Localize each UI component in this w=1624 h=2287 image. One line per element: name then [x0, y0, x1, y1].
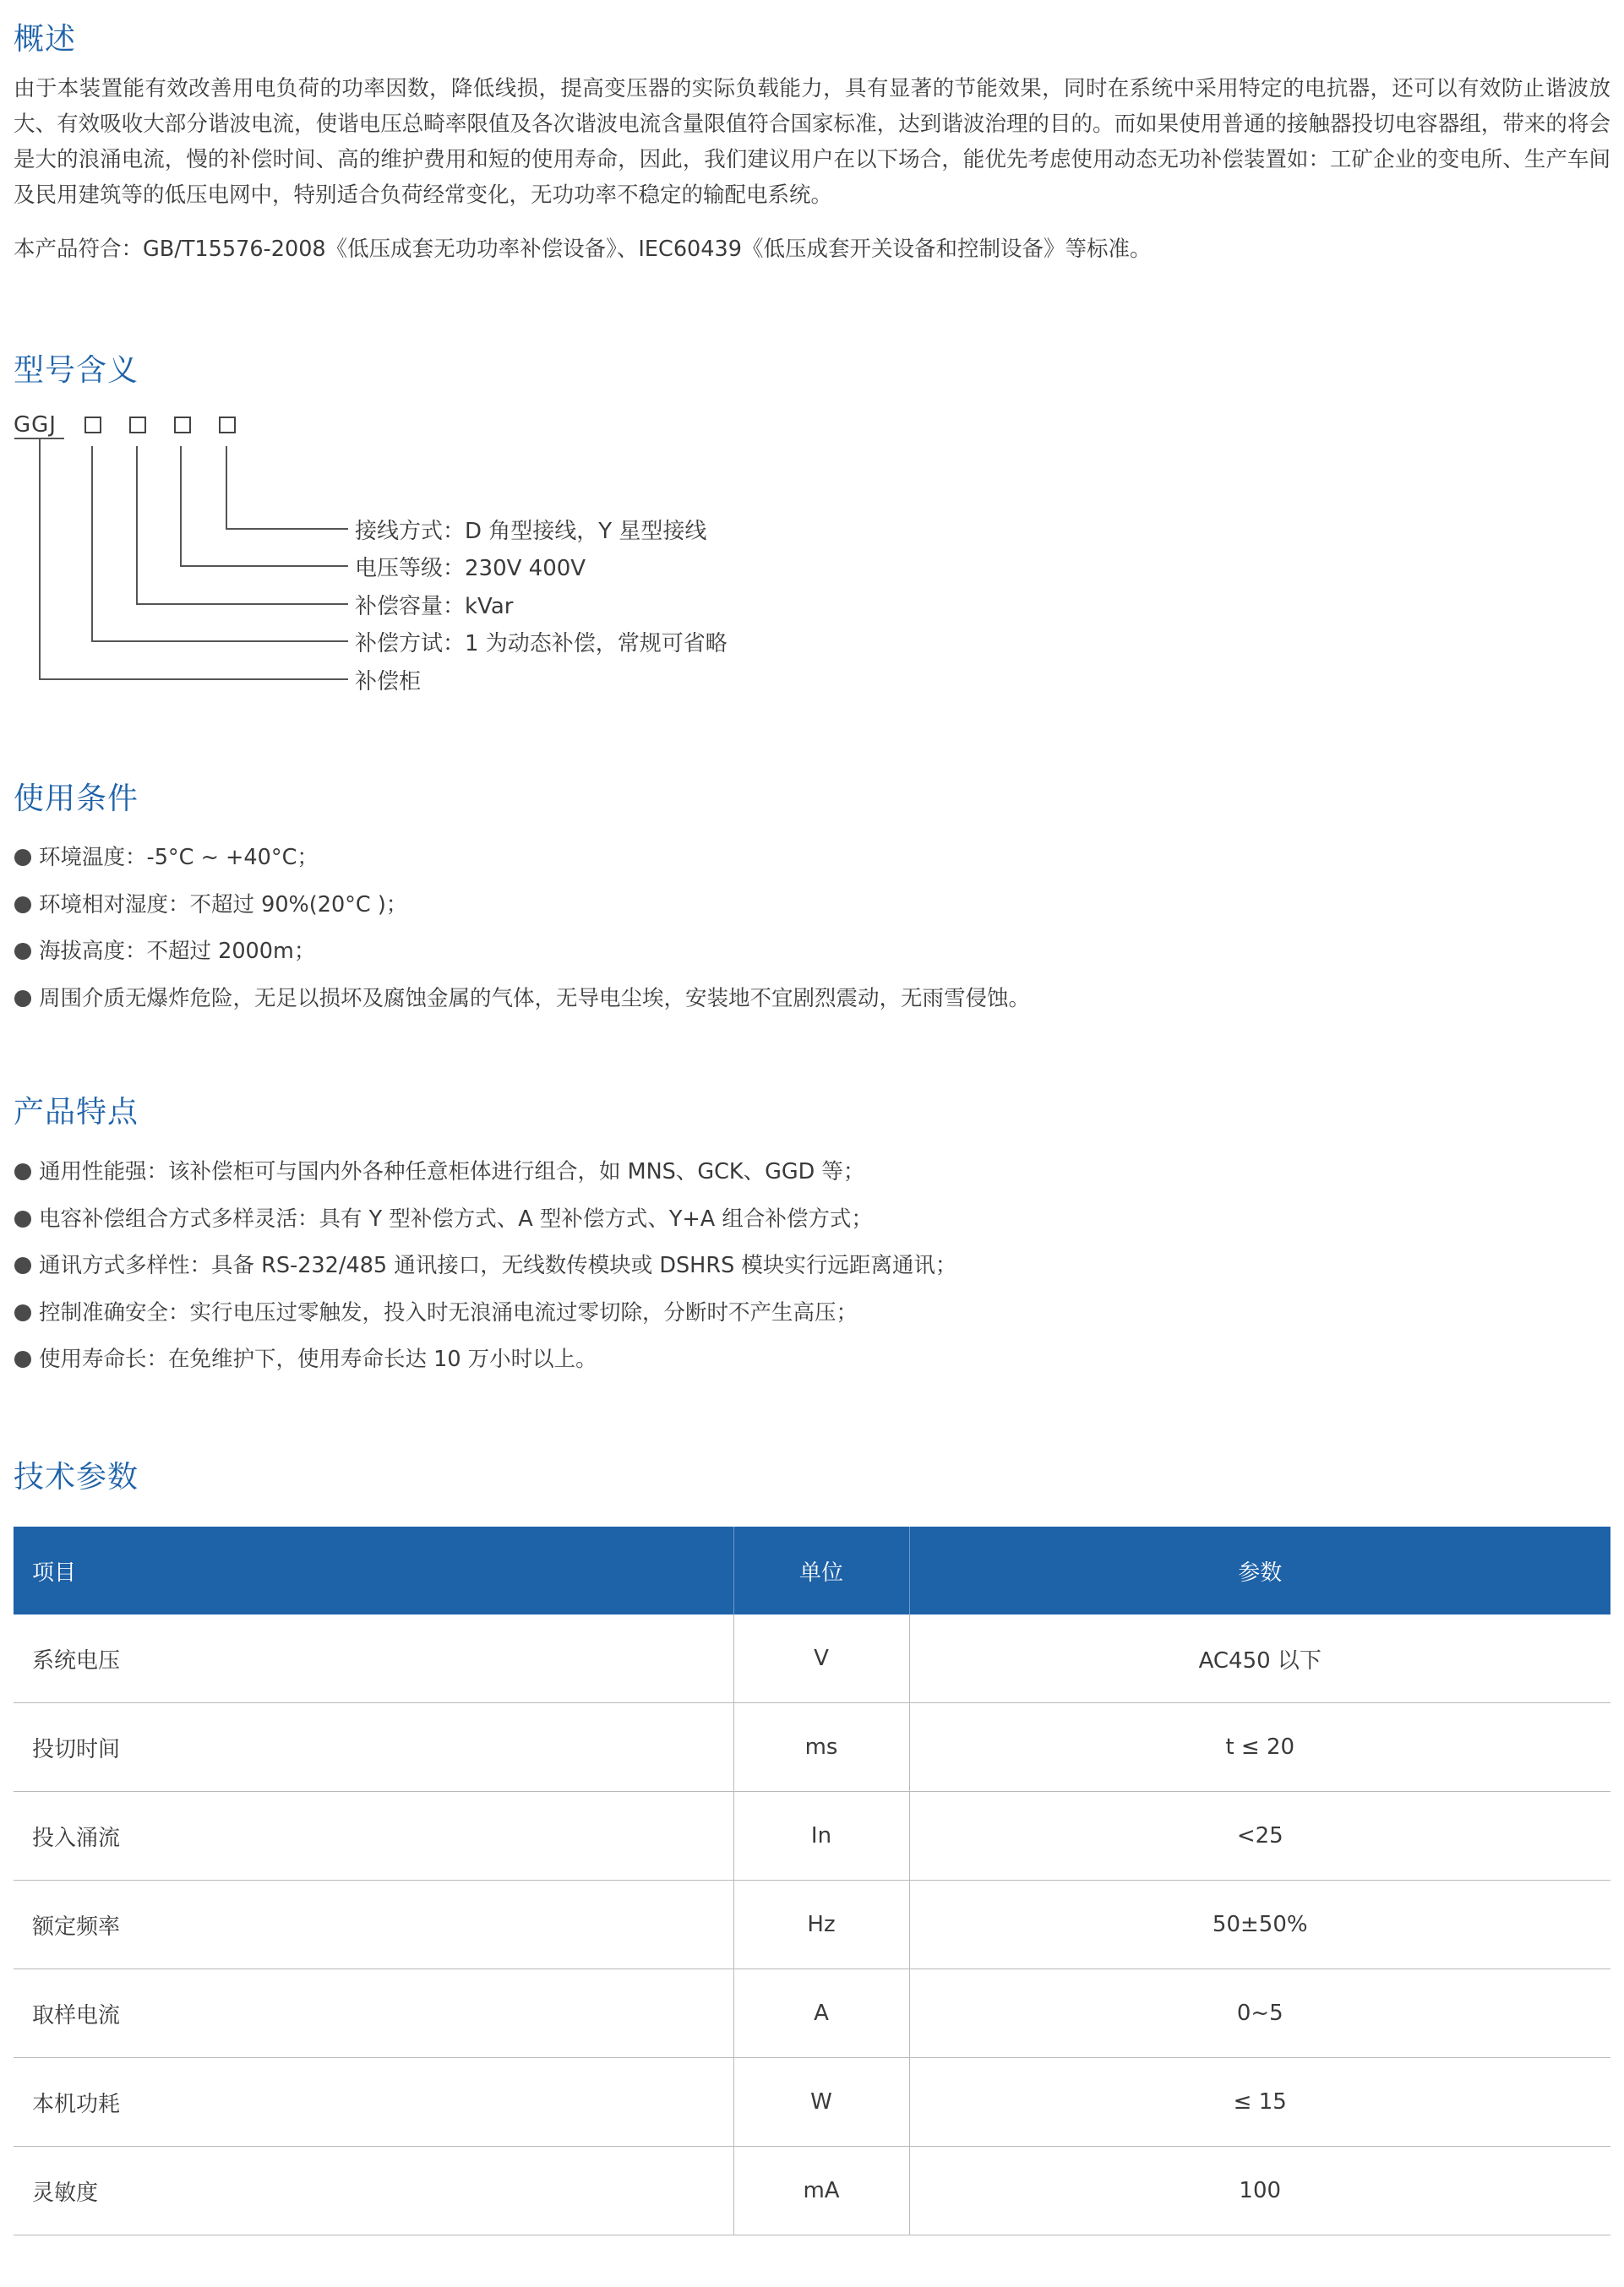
table-row	[14, 1615, 1610, 1703]
cell-unit: V	[733, 1615, 909, 1703]
list-item: 使用寿命长：在免维护下，使用寿命长达 10 万小时以上。	[14, 1344, 956, 1391]
section-heading-features: 产品特点	[14, 1095, 139, 1130]
table-row	[14, 1792, 1610, 1881]
model-slot-box	[129, 417, 146, 433]
leader-line-wiring	[226, 446, 348, 529]
model-slot-box	[219, 417, 236, 433]
cell-item: 本机功耗	[14, 2058, 733, 2147]
section-heading-model: 型号含义	[14, 353, 139, 388]
list-item: 周围介质无爆炸危险，无足以损坏及腐蚀金属的气体，无导电尘埃，安装地不宜剧烈震动，无雨雪侵蚀。	[14, 983, 1030, 1031]
model-legend-item: 补偿柜	[355, 669, 422, 694]
model-legend-item: 补偿方试：1 为动态补偿，常规可省略	[355, 631, 728, 656]
list-item: 电容补偿组合方式多样灵活：具有 Y 型补偿方式、A 型补偿方式、Y+A 组合补偿方式；	[14, 1204, 956, 1251]
bullet-icon	[14, 1351, 31, 1368]
table-row	[14, 2058, 1610, 2147]
features-list	[14, 1157, 956, 1391]
cell-value: 50±50%	[909, 1881, 1610, 1969]
cell-value: t ≤ 20	[909, 1703, 1610, 1792]
model-slot-box	[174, 417, 191, 433]
list-item: 环境温度：-5°C ~ +40°C；	[14, 842, 1030, 890]
bullet-icon	[14, 849, 31, 866]
model-legend-item: 补偿容量：kVar	[355, 594, 514, 619]
cell-item: 灵敏度	[14, 2147, 733, 2235]
conditions-list	[14, 842, 1030, 1030]
standards-paragraph: 本产品符合：GB/T15576-2008《低压成套无功功率补偿设备》、IEC60439《低压成套开关设备和控制设备》等标准。	[14, 237, 1152, 262]
table-row	[14, 2147, 1610, 2235]
overview-paragraph: 由于本装置能有效改善用电负荷的功率因数，降低线损，提高变压器的实际负载能力，具有显著的节能效果，同时在系统中采用特定的电抗器，还可以有效防止谐波放大、有效吸收大部分谐波电流，使谐电压总畸率限值及各次谐波电流含量限值符合国家标准，达到谐波治理的目的。而如果使用普通的接触器投切电容器组，带来的将会是大的浪涌电流，慢的补偿时间、高的维护费用和短的使用寿命，因此，我们建议用户在以下场合，能优先考虑使用动态无功补偿装置如：工矿企业的变电所、生产车间及民用建筑等的低压电网中，特别适合负荷经常变化，无功功率不稳定的输配电系统。	[14, 76, 1610, 208]
cell-value: ≤ 15	[909, 2058, 1610, 2147]
section-heading-conditions: 使用条件	[14, 781, 139, 816]
cell-value: <25	[909, 1792, 1610, 1881]
bullet-icon	[14, 943, 31, 960]
list-item: 通用性能强：该补偿柜可与国内外各种任意柜体进行组合，如 MNS、GCK、GGD 等；	[14, 1157, 956, 1204]
table-row	[14, 1703, 1610, 1792]
column-header-unit: 单位	[733, 1527, 909, 1615]
list-item: 控制准确安全：实行电压过零触发，投入时无浪涌电流过零切除，分断时不产生高压；	[14, 1298, 956, 1345]
bullet-icon	[14, 1304, 31, 1321]
cell-unit: In	[733, 1792, 909, 1881]
column-header-param: 参数	[909, 1527, 1610, 1615]
bullet-icon	[14, 896, 31, 913]
leader-line-capacity	[137, 446, 348, 604]
list-item: 海拔高度：不超过 2000m；	[14, 936, 1030, 983]
cell-unit: A	[733, 1969, 909, 2058]
cell-item: 系统电压	[14, 1615, 733, 1703]
bullet-icon	[14, 1163, 31, 1180]
cell-item: 额定频率	[14, 1881, 733, 1969]
leader-line-cabinet	[40, 438, 348, 679]
leader-line-voltage	[181, 446, 348, 566]
leader-line-mode	[92, 446, 348, 641]
list-item: 环境相对湿度：不超过 90%(20°C )；	[14, 890, 1030, 937]
table-row	[14, 1969, 1610, 2058]
section-heading-tech: 技术参数	[14, 1460, 139, 1495]
column-header-item: 项目	[14, 1527, 733, 1615]
bullet-icon	[14, 1211, 31, 1228]
model-legend-item: 电压等级：230V 400V	[355, 556, 586, 581]
model-legend-item: 接线方式：D 角型接线，Y 星型接线	[355, 519, 707, 544]
tech-params-table	[14, 1527, 1610, 2235]
cell-unit: ms	[733, 1703, 909, 1792]
section-heading-overview: 概述	[14, 22, 77, 57]
cell-value: 100	[909, 2147, 1610, 2235]
table-row	[14, 1881, 1610, 1969]
model-bracket-diagram	[14, 435, 368, 697]
cell-value: 0~5	[909, 1969, 1610, 2058]
list-item: 通讯方式多样性：具备 RS-232/485 通讯接口，无线数传模块或 DSHRS 模块实行远距离通讯；	[14, 1250, 956, 1298]
bullet-icon	[14, 1257, 31, 1274]
bullet-icon	[14, 990, 31, 1007]
cell-unit: Hz	[733, 1881, 909, 1969]
cell-item: 取样电流	[14, 1969, 733, 2058]
table-header-row	[14, 1527, 1610, 1615]
model-code: GGJ	[14, 412, 57, 438]
cell-unit: W	[733, 2058, 909, 2147]
model-slot-box	[84, 417, 101, 433]
cell-value: AC450 以下	[909, 1615, 1610, 1703]
cell-item: 投入涌流	[14, 1792, 733, 1881]
cell-item: 投切时间	[14, 1703, 733, 1792]
cell-unit: mA	[733, 2147, 909, 2235]
